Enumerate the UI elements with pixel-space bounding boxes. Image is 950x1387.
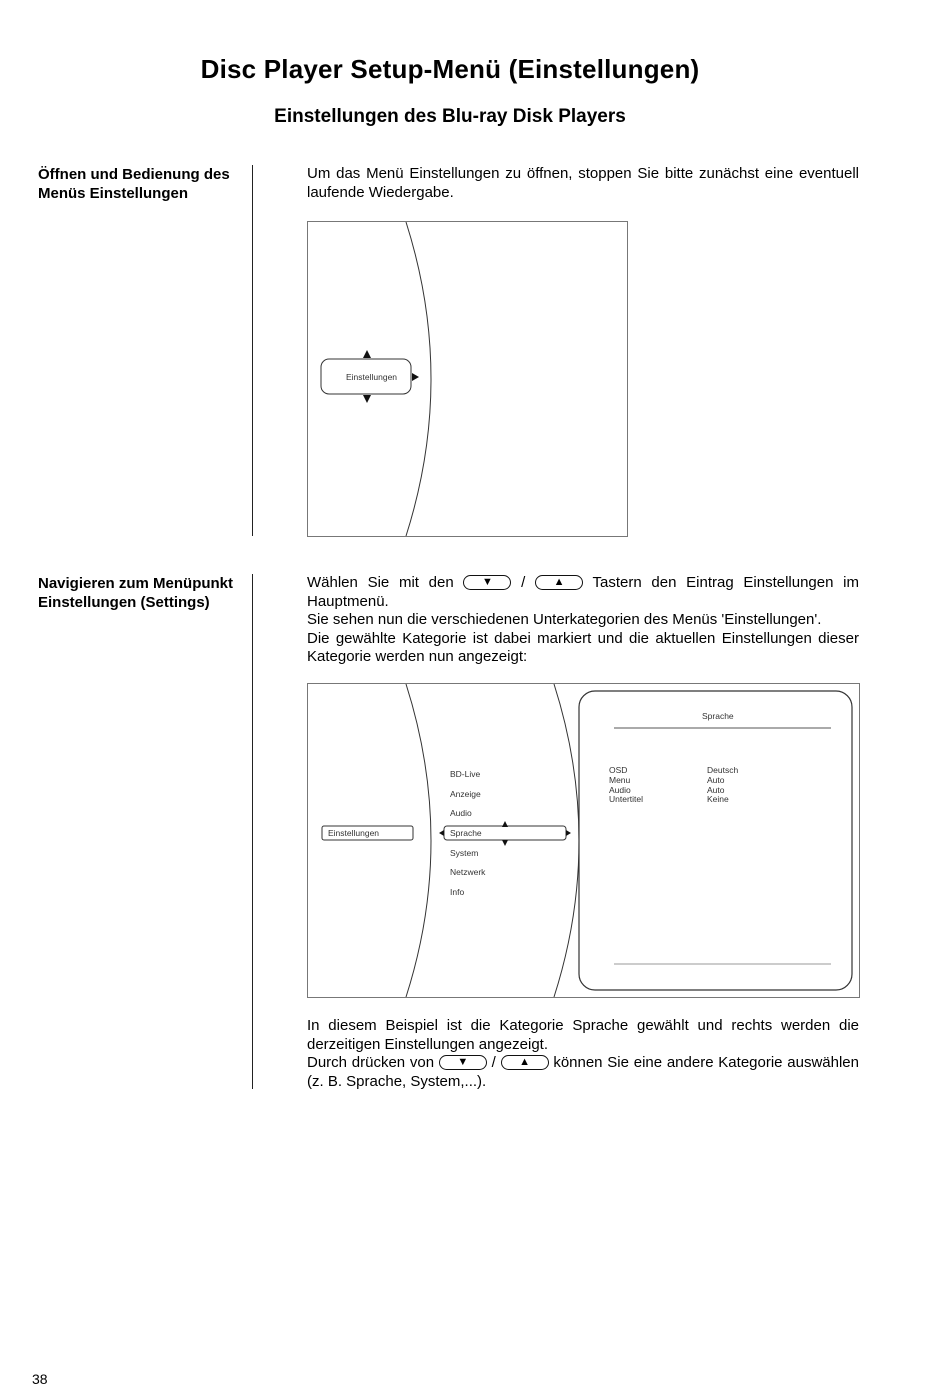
slash-2: /: [491, 1054, 496, 1071]
figure-main-menu: [307, 221, 628, 537]
figure-menu-label: Einstellungen: [346, 372, 398, 382]
page-subtitle: Einstellungen des Blu-ray Disk Players: [274, 106, 626, 127]
down-button-icon-2: ▼: [439, 1055, 487, 1070]
setting-name-menu: Menu: [609, 775, 631, 785]
arrow-down-icon: [502, 840, 508, 846]
section1-heading: [38, 165, 248, 203]
paragraph1-tail: Tastern den Eintrag Einstellungen im Hauptmenü.: [307, 574, 859, 610]
setting-value-menu: Auto: [707, 775, 725, 785]
section2-text-top: [307, 574, 859, 667]
figure-settings-graphic: [308, 684, 859, 997]
category-audio: Audio: [450, 808, 472, 818]
setting-value-audio: Auto: [707, 785, 725, 795]
page-title: Disc Player Setup-Menü (Einstellungen): [200, 54, 700, 84]
section1-text: [307, 165, 859, 202]
section2-divider: [252, 574, 253, 1089]
setting-name-untertitel: Untertitel: [609, 794, 644, 804]
figure2-left-label: Einstellungen: [328, 828, 380, 838]
up-button-icon: ▲: [535, 575, 583, 590]
section1-heading-line2: Menüs Einstellungen: [38, 185, 189, 202]
arrow-right-icon: [566, 830, 571, 836]
setting-name-audio: Audio: [609, 785, 631, 795]
setting-value-untertitel: Keine: [707, 794, 729, 804]
paragraph5-lead: Durch drücken von: [307, 1054, 435, 1071]
arrow-right-icon: [412, 373, 419, 381]
section2-paragraph5: [307, 1054, 859, 1091]
arrow-down-icon: [363, 395, 371, 403]
page-number: 38: [32, 1371, 48, 1387]
section1-divider: [252, 165, 253, 536]
slash: /: [521, 574, 526, 591]
paragraph1-lead: Wählen Sie mit den: [307, 574, 454, 591]
figure-settings-menu: [307, 683, 860, 998]
section2-heading-line1: Navigieren zum Menüpunkt: [38, 575, 234, 592]
section2-paragraph1: [307, 574, 859, 611]
arrow-up-icon: [502, 821, 508, 827]
section2-paragraph3: Die gewählte Kategorie ist dabei markiert und die aktuellen Einstellungen dieser Kategorie werden nun angezeigt:: [307, 629, 859, 665]
category-system: System: [450, 848, 479, 858]
category-anzeige: Anzeige: [450, 789, 481, 799]
category-netzwerk: Netzwerk: [450, 867, 486, 877]
category-bd-live: BD-Live: [450, 769, 481, 779]
down-button-icon: ▼: [463, 575, 511, 590]
panel-title: Sprache: [702, 711, 734, 721]
section2-heading-line2: Einstellungen (Settings): [38, 594, 210, 611]
setting-value-osd: Deutsch: [707, 765, 739, 775]
settings-panel: [579, 691, 852, 990]
category-info: Info: [450, 887, 465, 897]
section2-text-bottom: [307, 1017, 859, 1091]
section2-paragraph2: Sie sehen nun die verschiedenen Unterkategorien des Menüs 'Einstellungen'.: [307, 611, 822, 628]
setting-name-osd: OSD: [609, 765, 628, 775]
section2-heading: [38, 574, 248, 612]
arrow-up-icon: [363, 350, 371, 358]
up-button-icon-2: ▲: [501, 1055, 549, 1070]
section2-paragraph4: In diesem Beispiel ist die Kategorie Sprache gewählt und rechts werden die derzeitigen Einstellungen angezeigt.: [307, 1017, 859, 1053]
section1-paragraph: Um das Menü Einstellungen zu öffnen, stoppen Sie bitte zunächst eine eventuell laufende Wiedergabe.: [307, 165, 859, 201]
section1-heading-line1: Öffnen und Bedienung des: [38, 166, 230, 183]
paragraph5-tail: können Sie eine andere Kategorie auswählen (z. B. Sprache, System,...).: [307, 1054, 859, 1090]
arrow-left-icon: [439, 830, 444, 836]
category-sprache: Sprache: [450, 828, 482, 838]
